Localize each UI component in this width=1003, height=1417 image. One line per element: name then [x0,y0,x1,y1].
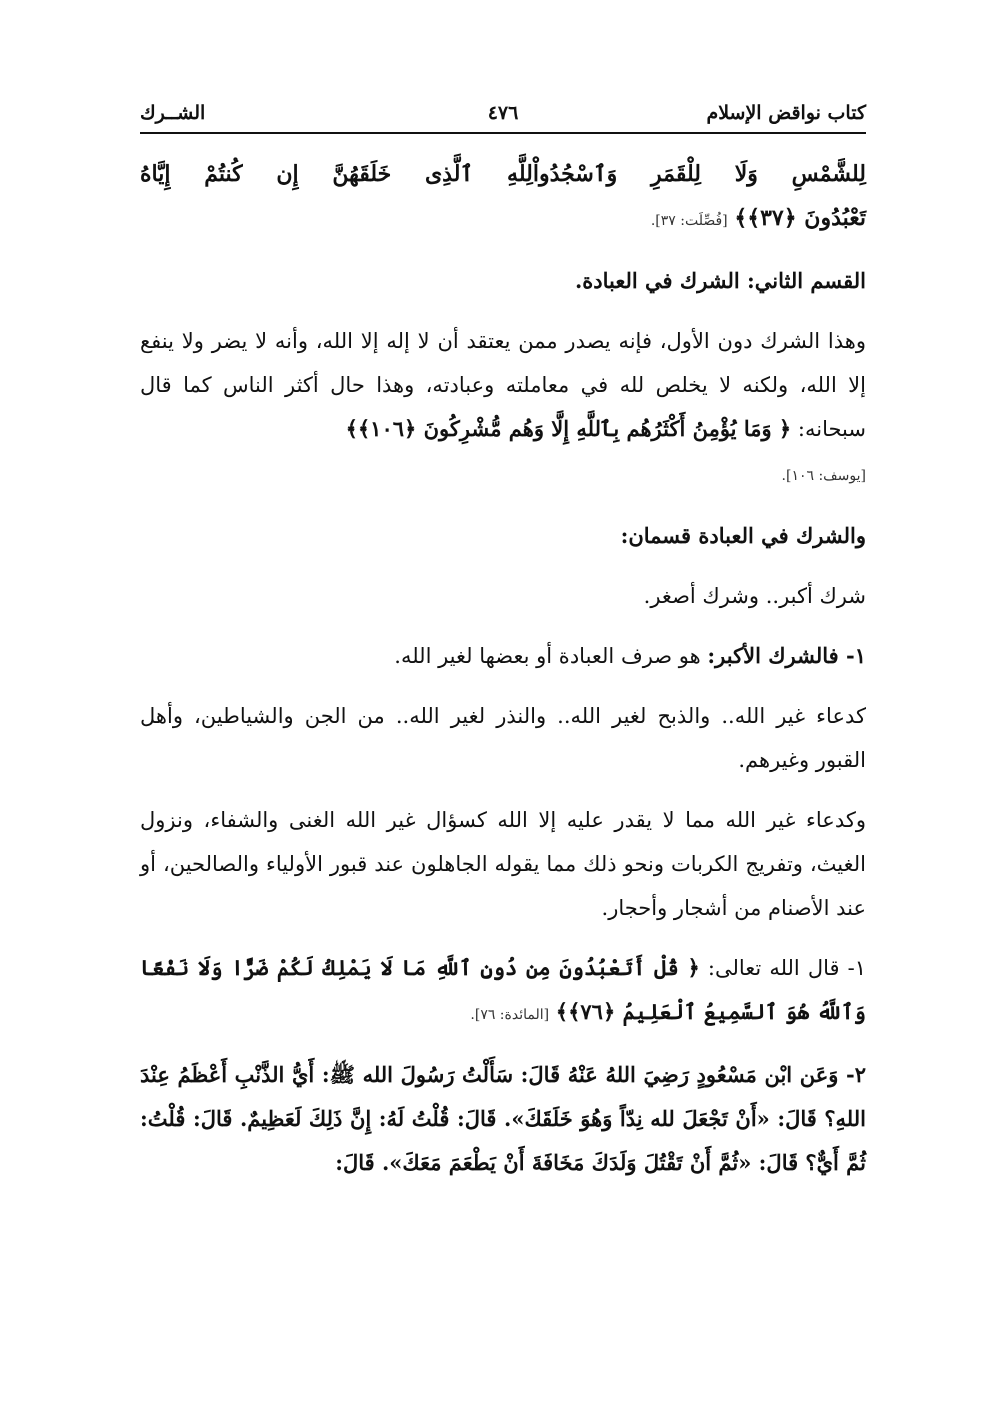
section-heading: القسم الثاني: الشرك في العبادة. [574,268,866,293]
verse-reference: [المائدة: ٧٦]. [470,1007,550,1023]
verse-reference: [فُصِّلَت: ٣٧]. [650,213,728,229]
verse-line-2: تَعْبُدُونَ ﴿٣٧﴾﴾ [734,205,866,231]
evidence-2-hadith: ٢- وَعَن ابْن مَسْعُودٍ رَضِيَ اللهُ عَنْهُ قَالَ: سَأَلْتُ رَسُولَ الله ﷺ: أَيُّ الذَّنْبِ أَعْظَمُ عِنْدَ اللهِ؟ قَالَ: «أَنْ تَجْعَلَ لله نِدّاً وَهُوَ خَلَقَكَ». قَالَ: قُلْتُ لَهُ: إِنَّ ذَلِكَ لَعَظِيمٌ. قَالَ: قُلْتُ: ثُمَّ أَيٌّ؟ قَالَ: «ثُمَّ أَنْ تَقْتُلَ وَلَدَكَ مَخَافَةَ أَنْ يَطْعَمَ مَعَكَ». قَالَ: [140,1062,866,1175]
header-divider [140,132,866,134]
verse-reference: [يوسف: ١٠٦]. [781,468,866,484]
quran-verse-continuation [140,152,866,243]
page-body [140,152,866,1201]
verse-line-1: لِلشَّمْسِ وَلَا لِلْقَمَرِ وَٱسْجُدُواْلِلَّهِ ٱلَّذِى خَلَقَهُنَّ إِن كُنتُمْ إِيَّاهُ [140,161,866,187]
paragraph-text: وهذا الشرك دون الأول، فإنه يصدر ممن يعتقد أن لا إله إلا الله، وأنه لا يضر ولا ينفع إلا الله، ولكنه لا يخلص لله في معاملته وعبادته، وهذا حال أكثر الناس كما قال سبحانه: [140,329,866,441]
paragraph-examples-2: وكدعاء غير الله مما لا يقدر عليه إلا الله كسؤال غير الله الغنى والشفاء، ونزول الغيث، وتفريج الكربات ونحو ذلك مما يقوله الجاهلون عند قبور الأولياء والصالحين، أو عند الأصنام من أشجار وأحجار. [140,808,866,920]
paragraph-worship-shirk [140,319,866,498]
page-header [140,102,866,132]
book-title: كتاب نواقض الإسلام [706,102,866,124]
major-shirk-definition [140,634,866,678]
chapter-title: الشــرك [140,102,206,124]
subsection-heading: والشرك في العبادة قسمان: [620,523,866,548]
evidence-intro: ١- قال الله تعالى: [707,956,866,980]
paragraph-types: شرك أكبر.. وشرك أصغر. [643,584,866,608]
quran-verse: ﴿ قُلْ أَتَعْبُدُونَ مِن دُونِ ٱللَّهِ مَا لَا يَمْلِكُ لَكُمْ ضَرًّا وَلَا نَفْعًا وَٱللَّهُ هُوَ ٱلسَّمِيعُ ٱلْعَلِيمُ ﴿٧٦﴾﴾ [140,955,866,1024]
page-number: ٤٧٦ [487,102,519,124]
major-shirk-label: ١- فالشرك الأكبر: [707,643,866,668]
major-shirk-text: هو صرف العبادة أو بعضها لغير الله. [394,644,701,668]
paragraph-examples: كدعاء غير الله.. والذبح لغير الله.. والنذر لغير الله.. من الجن والشياطين، وأهل القبور وغيرهم. [140,704,866,772]
quran-verse: ﴿ وَمَا يُؤْمِنُ أَكْثَرُهُم بِٱللَّهِ إِلَّا وَهُم مُّشْرِكُونَ ﴿١٠٦﴾﴾ [345,416,792,441]
evidence-1 [140,946,866,1037]
